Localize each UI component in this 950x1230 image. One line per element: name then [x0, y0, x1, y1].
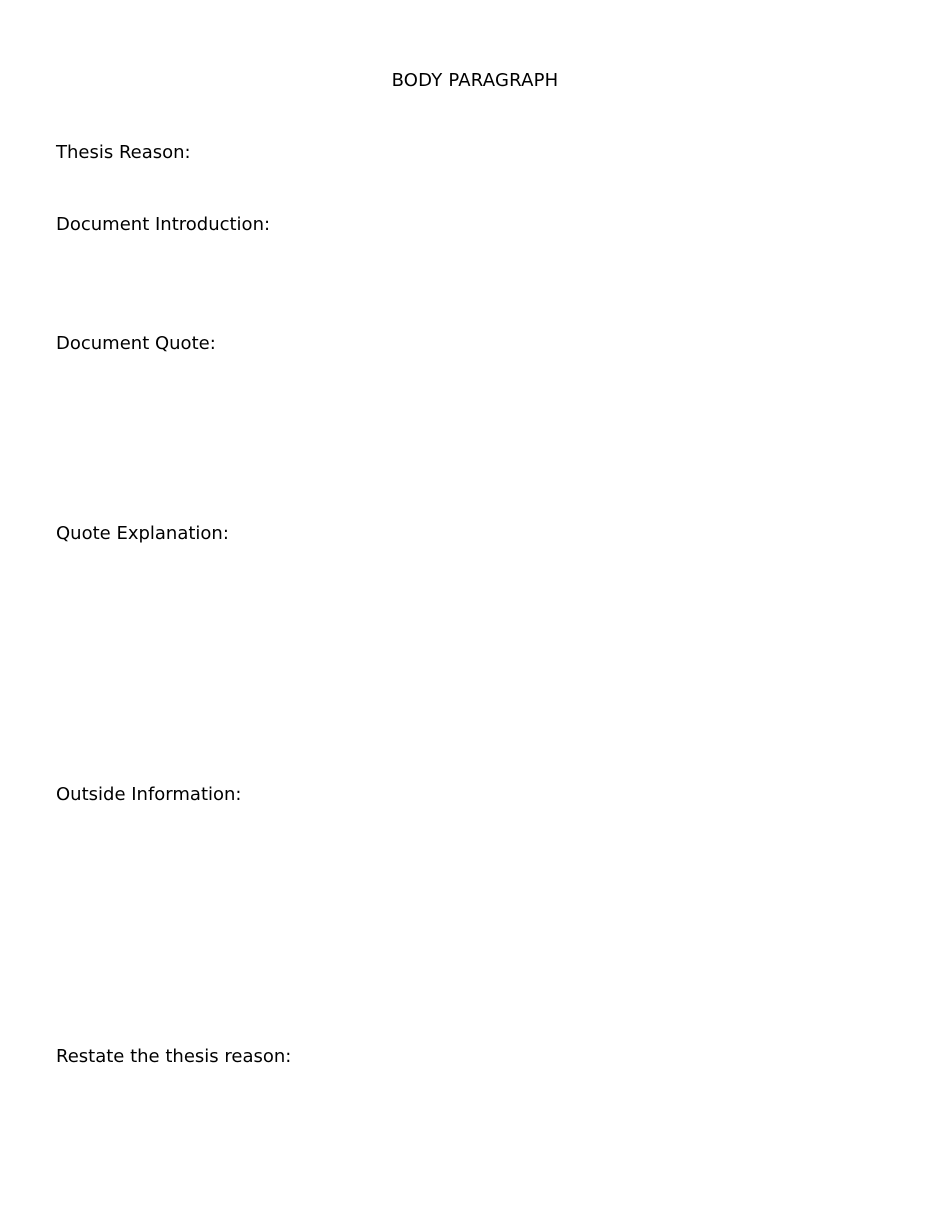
document-introduction-label: Document Introduction: [56, 214, 271, 235]
quote-explanation-label: Quote Explanation: [56, 523, 229, 544]
outside-information-label: Outside Information: [56, 784, 242, 805]
restate-thesis-reason-label: Restate the thesis reason: [56, 1046, 292, 1067]
document-quote-label: Document Quote: [56, 333, 216, 354]
thesis-reason-label: Thesis Reason: [56, 142, 191, 163]
page-title: BODY PARAGRAPH [391, 70, 559, 91]
